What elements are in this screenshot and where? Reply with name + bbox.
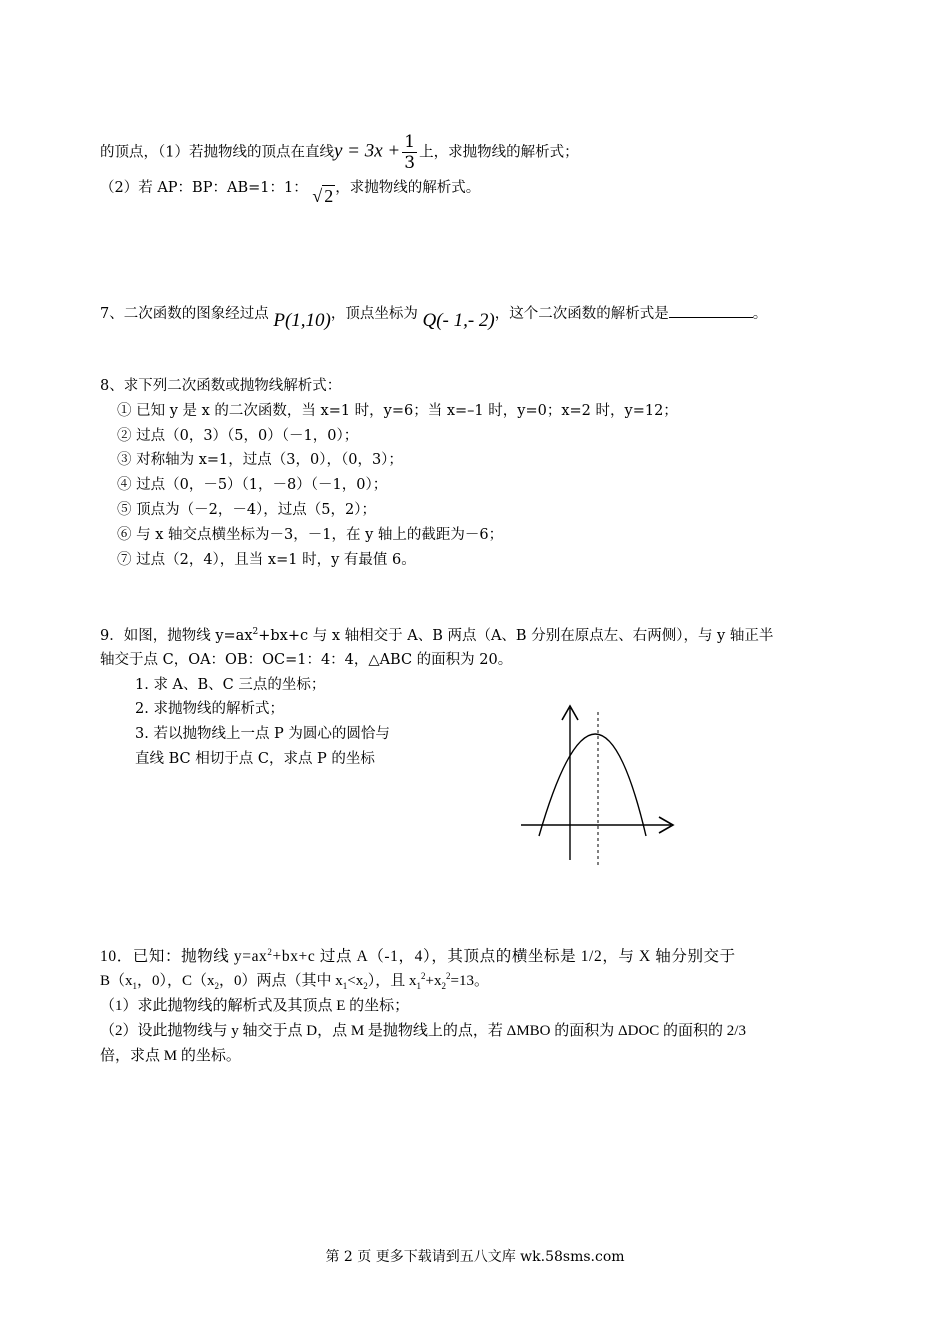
q8-item-1: ① 已知 y 是 x 的二次函数，当 x=1 时，y=6；当 x=–1 时，y=0；x=2 时，y=12； (117, 403, 678, 419)
q9-sub2: 2. 求抛物线的解析式； (135, 701, 284, 717)
q6-line2: （2）若 AP：BP：AB=1：1： √ 2 ，求抛物线的解析式。 (100, 180, 481, 206)
q10-line2: $B(x_1$，0），$C(x_2$，0）两点（其中 $x_1<x_2$），且 $x_1^2+x_2^2=13$。 (100, 971, 489, 991)
q8-item-3: ③ 对称轴为 x=1，过点（3，0），（0，3）； (117, 452, 403, 468)
q7: 7、二次函数的图象经过点 P(1,10)，顶点坐标为 Q(- 1,- 2)，这个二次函数的解析式是 。 (100, 302, 767, 324)
fraction: $\frac{1}{3}$ (404, 132, 416, 173)
parabola-curve (539, 734, 646, 836)
q9-line2: 轴交于点 C，OA：OB：OC=1：4：4，△ABC 的面积为 20。 (100, 652, 513, 668)
sqrt-expression: √ 2 (312, 186, 334, 206)
q9-line1: 9．如图，抛物线 $y=ax^2+bx+c$ 与 x 轴相交于 A、B 两点（A、B 分别在原点左、右两侧），与 y 轴正半 (100, 627, 774, 644)
point-q: Q(- 1,- 2) (422, 310, 495, 331)
q8-title: 8、求下列二次函数或抛物线解析式： (100, 378, 342, 394)
q8-item-5: ⑤ 顶点为（－2，－4），过点（5，2）； (117, 502, 377, 518)
q9-sub3b: 直线 BC 相切于点 C，求点 P 的坐标 (135, 751, 375, 767)
q8-item-4: ④ 过点（0，－5）（1，－8）（－1，0）； (117, 477, 388, 493)
q10-line5: 倍，求点 M 的坐标。 (100, 1048, 241, 1064)
q9-sub3a: 3. 若以抛物线上一点 P 为圆心的圆恰与 (135, 726, 390, 742)
q10-line4: （2）设此抛物线与 y 轴交于点 D，点 M 是抛物线上的点，若 ΔMBO 的面积为 ΔDOC 的面积的 2/3 (100, 1023, 746, 1039)
q6-line1: 的顶点，（1）若抛物线的顶点在直线y = 3x + $\frac{1}{3}$ 上，求抛物线的解析式； (100, 132, 579, 173)
q8-item-7: ⑦ 过点（2，4），且当 x=1 时，y 有最值 6。 (117, 552, 416, 568)
q8-item-6: ⑥ 与 x 轴交点横坐标为－3，－1，在 y 轴上的截距为－6； (117, 527, 504, 543)
q10-line3: （1）求此抛物线的解析式及其顶点 E 的坐标； (100, 998, 410, 1014)
parabola-figure (515, 700, 685, 870)
q10-line1: 10．已知：抛物线 $y=ax^2+bx+c$ 过点 A（-1，4），其顶点的横坐标是 1/2，与 X 轴分别交于 (100, 946, 736, 965)
q9-sub1: 1. 求 A、B、C 三点的坐标； (135, 677, 326, 693)
q8-item-2: ② 过点（0，3）（5，0）（－1，0）； (117, 428, 359, 444)
point-p: P(1,10) (273, 310, 331, 331)
answer-blank (669, 303, 753, 318)
line-equation: y = 3x + (333, 140, 401, 162)
page-footer: 第 2 页 更多下载请到五八文库 wk.58sms.com (325, 1249, 625, 1265)
